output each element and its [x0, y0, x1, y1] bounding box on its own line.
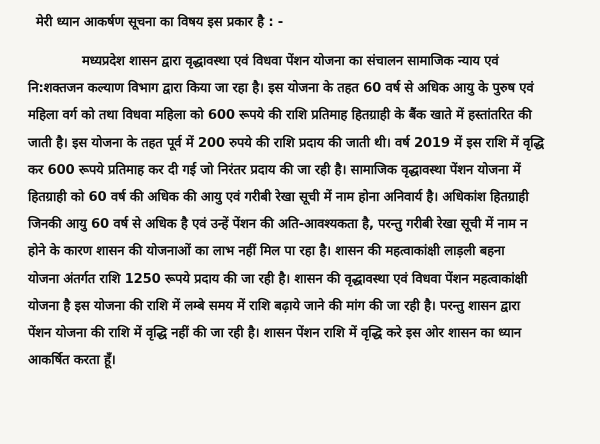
- paragraph-line: जाती है। इस योजना के तहत पूर्व में 200 रुपये की राशि प्रदाय की जाती थी। वर्ष 2019 में इस राशि में वृद्धि: [28, 135, 544, 151]
- paragraph-line: आकर्षित करता हूँ।: [28, 353, 116, 369]
- paragraph-line: नि:शक्तजन कल्याण विभाग द्वारा किया जा रहा है। इस योजना के तहत 60 वर्ष से अधिक आयु के पुरुष एवं: [28, 81, 534, 97]
- paragraph-line: मध्यप्रदेश शासन द्वारा वृद्धावस्था एवं विधवा पेंशन योजना का संचालन सामाजिक न्याय एवं: [82, 54, 499, 69]
- paragraph-line: कर 600 रूपये प्रतिमाह कर दी गई जो निरंतर प्रदाय की जा रही है। सामाजिक वृद्धावस्था पेंशन योजना में: [28, 162, 521, 178]
- paragraph-line: योजना अंतर्गत राशि 1250 रूपये प्रदाय की जा रही है। शासन की वृद्धावस्था एवं विधवा पेंशन महत्वाकांक्षी: [28, 271, 528, 287]
- paragraph-line: होने के कारण शासन की योजनाओं का लाभ नहीं मिल पा रहा है। शासन की महत्वाकांक्षी लाड़ली बहना: [28, 244, 505, 260]
- paragraph-line: हितग्राही को 60 वर्ष की अधिक की आयु एवं गरीबी रेखा सूची में नाम होना अनिवार्य है। अधिकांश हितग्राही: [28, 189, 529, 205]
- paragraph-line: पेंशन योजना की राशि में वृद्धि नहीं की जा रही है। शासन पेंशन राशि में वृद्धि करे इस ओर शासन का ध्यान: [28, 325, 522, 341]
- paragraph-line: जिनकी आयु 60 वर्ष से अधिक है एवं उन्हें पेंशन की अति-आवश्यकता है, परन्तु गरीबी रेखा सूची में नाम न: [28, 217, 528, 233]
- intro-line: मेरी ध्यान आकर्षण सूचना का विषय इस प्रकार है : -: [36, 15, 284, 30]
- paragraph-line: योजना है इस योजना की राशि में लम्बे समय में राशि बढ़ाये जाने की मांग की जा रही है। परन्तु शासन द्वारा: [28, 298, 520, 314]
- notice-paragraph: [28, 48, 572, 374]
- paragraph-line: महिला वर्ग को तथा विधवा महिला को 600 रूपये की राशि प्रतिमाह हितग्राही के बैंक खाते में हस्तांतरित की: [28, 108, 532, 124]
